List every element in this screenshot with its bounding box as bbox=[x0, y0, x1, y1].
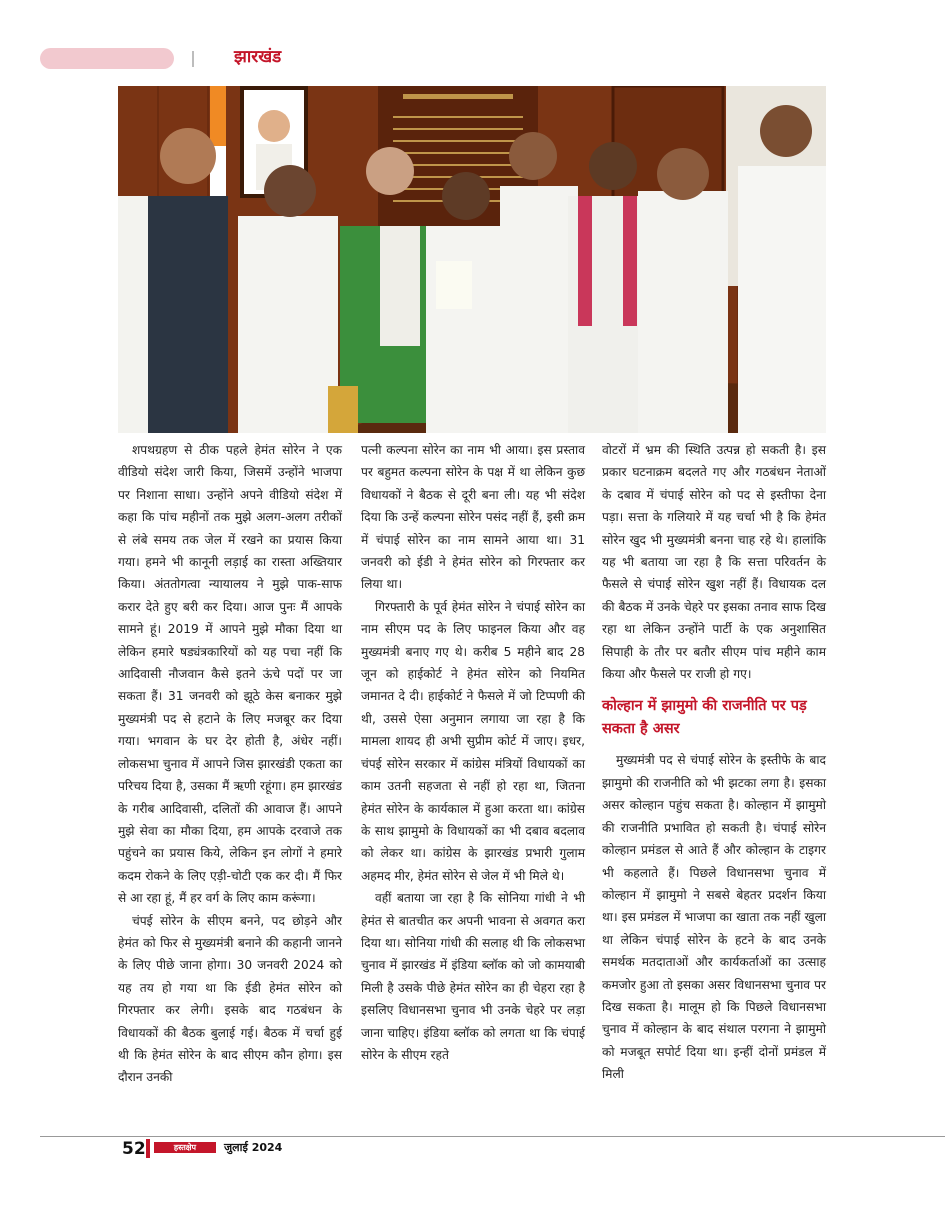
paragraph: वहीं बताया जा रहा है कि सोनिया गांधी ने भी हेमंत से बातचीत कर अपनी भावना से अवगत करा दिया था। सोनिया गांधी की सलाह थी कि लोकसभा चुनाव में झारखंड में इंडिया ब्लॉक को जो कामयाबी मिली है उसके पीछे हेमंत सोरेन का ही चेहरा रहा है इसलिए विधानसभा चुनाव भी उनके चेहरे पर लड़ा जाना चाहिए। इंडिया ब्लॉक को लगता था कि चंपाई सोरेन के सीएम रहते bbox=[361, 891, 585, 1062]
paragraph: मुख्यमंत्री पद से चंपाई सोरेन के इस्तीफे के बाद झामुमो की राजनीति को भी झटका लगा है। इसका असर कोल्हान पहुंच सकता है। कोल्हान में झामुमो की राजनीति प्रभावित हो सकती है। चंपाई सोरेन कोल्हान प्रमंडल से आते हैं और कोल्हान के टाइगर भी कहलाते हैं। पिछले विधानसभा चुनाव में कोल्हान में झामुमो ने सबसे बेहतर प्रदर्शन किया था। इस प्रमंडल में भाजपा का खाता तक नहीं खुला था लेकिन चंपाई सोरेन के हटने के बाद उनके समर्थक मतदाताओं और कार्यकर्ताओं का उत्साह कमजोर हुआ तो इसका असर विधानसभा चुनाव पर दिख सकता है। मालूम हो कि पिछले विधानसभा चुनाव में कोल्हान के बाद संथाल परगना ने झामुमो को मजबूत सपोर्ट दिया था। इन्हीं दोनों प्रमंडल में मिली bbox=[602, 753, 826, 1082]
article-column-3 bbox=[602, 439, 826, 1086]
paragraph: पत्नी कल्पना सोरेन का नाम भी आया। इस प्रस्ताव पर बहुमत कल्पना सोरेन के पक्ष में था लेकिन कुछ विधायकों ने बैठक से दूरी बना ली। यह भी संदेश दिया कि उन्हें कल्पना सोरेन पसंद नहीं हैं, इसी क्रम में चंपाई सोरेन का नाम सामने आया था। 31 जनवरी को ईडी ने हेमंत सोरेन को गिरफ्तार कर लिया था। bbox=[361, 443, 585, 592]
magazine-logo: हस्तक्षेप bbox=[154, 1142, 216, 1153]
paragraph: शपथग्रहण से ठीक पहले हेमंत सोरेन ने एक वीडियो संदेश जारी किया, जिसमें उन्होंने भाजपा पर निशाना साधा। उन्होंने अपने वीडियो संदेश में कहा कि पांच महीनों तक मुझे अलग-अलग तरीकों से लंबे समय तक जेल में रखने का प्रयास किया गया। हमने भी कानूनी लड़ाई का रास्ता अख्तियार किया। अंततोगत्वा न्यायालय ने मुझे पाक-साफ करार देते हुए बरी कर दिया। आज पुनः मैं आपके सामने हूं। 2019 में आपने मुझे मौका दिया था लेकिन हमारे षड्यंत्रकारियों को यह पचा नहीं कि आदिवासी नौजवान कैसे इतने ऊंचे पदों पर जा सकता हैं। 31 जनवरी को झूठे केस बनाकर मुझे मुख्यमंत्री पद से हटाने के लिए मजबूर कर दिया गया। भगवान के घर देर होती है, अंधेर नहीं। लोकसभा चुनाव में आपने जिस झारखंडी एकता का परिचय दिया है, उसका मैं ऋणी रहूंगा। हम झारखंड के गरीब आदिवासी, दलितों की आवाज हैं। आपने मुझे सेवा का मौका दिया, हम आपके दरवाजे तक पहुंचने का प्रयास किये, लेकिन इन लोगों ने हमारे कदम रोकने के लिए एड़ी-चोटी एक कर दी। मैं फिर से आ रहा हूं, मैं हर वर्ग के लिए काम करूंगा। bbox=[118, 443, 342, 906]
paragraph: गिरफ्तारी के पूर्व हेमंत सोरेन ने चंपाई सोरेन का नाम सीएम पद के लिए फाइनल किया और वह मुख्यमंत्री बनाए गए थे। करीब 5 महीने बाद 28 जून को हाईकोर्ट ने हेमंत सोरेन को नियमित जमानत दे दी। हाईकोर्ट ने फैसले में जो टिप्पणी की थी, उससे ऐसा अनुमान लगाया जा रहा है कि मामला शायद ही अभी सुप्रीम कोर्ट में जाए। इधर, चंपई सोरेन सरकार में कांग्रेस मंत्रियों विधायकों का काम उतनी सहजता से नहीं हो रहा था, जितना हेमंत सोरेन के कार्यकाल में हुआ करता था। कांग्रेस के साथ झामुमो के विधायकों का भी दबाव बदलाव को लेकर था। कांग्रेस के झारखंड प्रभारी गुलाम अहमद मीर, हेमंत सोरेन से जेल में भी मिले थे। bbox=[361, 599, 585, 883]
paragraph: वोटरों में भ्रम की स्थिति उत्पन्न हो सकती है। इस प्रकार घटनाक्रम बदलते गए और गठबंधन नेताओं के दबाव में चंपाई सोरेन को पद से इस्तीफा देना पड़ा। सत्ता के गलियारे में यह चर्चा भी है कि हेमंत सोरेन खुद भी मुख्यमंत्री बनना चाह रहे थे। हालांकि यह भी बताया जा रहा है कि सत्ता परिवर्तन के फैसले से चंपाई सोरेन खुश नहीं हैं। विधायक दल की बैठक में उनके चेहरे पर इसका तनाव साफ दिख रहा था लेकिन उन्होंने पार्टी के एक अनुशासित सिपाही के तौर पर बतौर सीएम पांच महीने काम किया और फैसले पर राजी हो गए। bbox=[602, 443, 826, 682]
page-number: 52 bbox=[122, 1139, 146, 1159]
section-title: झारखंड bbox=[234, 47, 282, 67]
article-column-2 bbox=[361, 439, 585, 1066]
issue-date: जुलाई 2024 bbox=[224, 1141, 283, 1154]
subheading: कोल्हान में झामुमो की राजनीति पर पड़ सकता है असर bbox=[602, 698, 807, 738]
header-divider bbox=[192, 51, 194, 67]
article-column-1 bbox=[118, 439, 342, 1089]
footer-rule bbox=[40, 1136, 945, 1137]
footer-divider bbox=[146, 1139, 150, 1158]
header-decoration bbox=[40, 48, 174, 69]
paragraph: चंपई सोरेन के सीएम बनने, पद छोड़ने और हेमंत को फिर से मुख्यमंत्री बनाने की कहानी जानने के लिए पीछे जाना होगा। 30 जनवरी 2024 को यह तय हो गया था कि ईडी हेमंत सोरेन को गिरफ्तार कर लेगी। इसके बाद गठबंधन के विधायकों की बैठक बुलाई गई। बैठक में चर्चा हुई थी कि हेमंत सोरेन के बाद सीएम कौन होगा। इस दौरान उनकी bbox=[118, 913, 342, 1085]
news-photo bbox=[118, 86, 826, 433]
